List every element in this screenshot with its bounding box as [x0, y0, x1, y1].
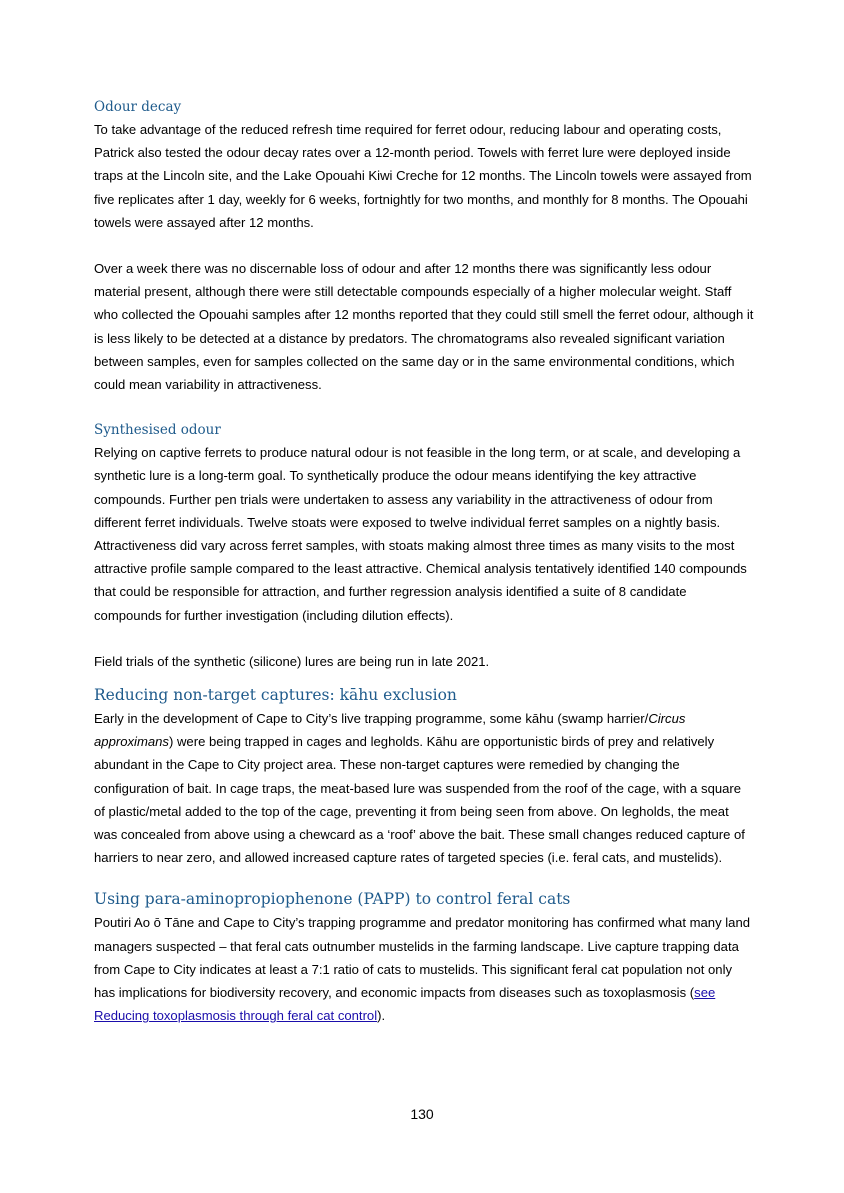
paragraph-synthesised-odour-1: Relying on captive ferrets to produce natural odour is not feasible in the long term, or at scale, and developing a synthetic lure is a long-term goal. To synthetically produce the odour means identifying the key attractive compounds. Further pen trials were undertaken to assess any variability in the attractiveness of odour from different ferret individuals. Twelve stoats were exposed to twelve individual ferret samples on a nightly basis. Attractiveness did vary across ferret samples, with stoats making almost three times as many visits to the most attractive profile sample compared to the least attractive. Chemical analysis tentatively identified 140 compounds that could be responsible for attraction, and further regression analysis identified a suite of 8 candidate compounds for further investigation (including dilution effects). — [94, 445, 747, 623]
heading-kahu-exclusion: Reducing non-target captures: kāhu exclusion — [94, 686, 457, 705]
heading-papp: Using para-aminopropiophenone (PAPP) to control feral cats — [94, 890, 571, 909]
papp-text-end: ). — [377, 1008, 386, 1024]
spacer — [94, 673, 754, 683]
papp-text-start: Poutiri Ao ō Tāne and Cape to City’s trapping programme and predator monitoring has confirmed what many land managers suspected – that feral cats outnumber mustelids in the farming landscape. Live capture trapping data from Cape to City indicates at least a 7:1 ratio of cats to mustelids. This significant feral cat population not only has implications for biodiversity recovery, and economic impacts from diseases such as toxoplasmosis ( — [94, 915, 751, 1001]
paragraph-papp — [94, 911, 754, 1027]
heading-odour-decay: Odour decay — [94, 99, 182, 115]
spacer — [94, 627, 754, 650]
kahu-text-start: Early in the development of Cape to City’s live trapping programme, some kāhu (swamp harrier/ — [94, 711, 649, 727]
toxoplasmosis-link[interactable]: see Reducing toxoplasmosis through feral cat control — [94, 985, 716, 1024]
paragraph-odour-decay-1: To take advantage of the reduced refresh time required for ferret odour, reducing labour and operating costs, Patrick also tested the odour decay rates over a 12-month period. Towels with ferret lure were deployed inside traps at the Lincoln site, and the Lake Opouahi Kiwi Creche for 12 months. The Lincoln towels were assayed from five replicates after 1 day, weekly for 6 weeks, fortnightly for two months, and monthly for 8 months. The Opouahi towels were assayed after 12 months. — [94, 122, 752, 230]
paragraph-kahu-exclusion — [94, 707, 754, 869]
kahu-text-end: ) were being trapped in cages and legholds. Kāhu are opportunistic birds of prey and relatively abundant in the Cape to City project area. These non-target captures were remedied by changing the configuration of bait. In cage traps, the meat-based lure was suspended from the roof of the cage, with a square of plastic/metal added to the top of the cage, preventing it from being seen from above. On legholds, the meat was concealed from above using a chewcard as a ‘roof’ above the bait. These small changes reduced capture of harriers to near zero, and allowed increased capture rates of targeted species (i.e. feral cats, and mustelids). — [94, 734, 745, 866]
paragraph-synthesised-odour-2: Field trials of the synthetic (silicone) lures are being run in late 2021. — [94, 653, 490, 669]
spacer — [94, 869, 754, 887]
paragraph-odour-decay-2: Over a week there was no discernable loss of odour and after 12 months there was significantly less odour material present, although there were still detectable compounds especially of a higher molecular weight. Staff who collected the Opouahi samples after 12 months reported that they could still smell the ferret odour, although it is less likely to be detected at a distance by predators. The chromatograms also revealed significant variation between samples, even for samples collected on the same day or in the same environmental conditions, which could mean variability in attractiveness. — [94, 261, 754, 393]
page-number: 130 — [410, 1106, 434, 1122]
heading-synthesised-odour: Synthesised odour — [94, 422, 221, 439]
species-name: Circus approximans — [94, 711, 686, 750]
spacer — [94, 396, 754, 419]
spacer — [94, 234, 754, 257]
document-page — [94, 96, 754, 1028]
